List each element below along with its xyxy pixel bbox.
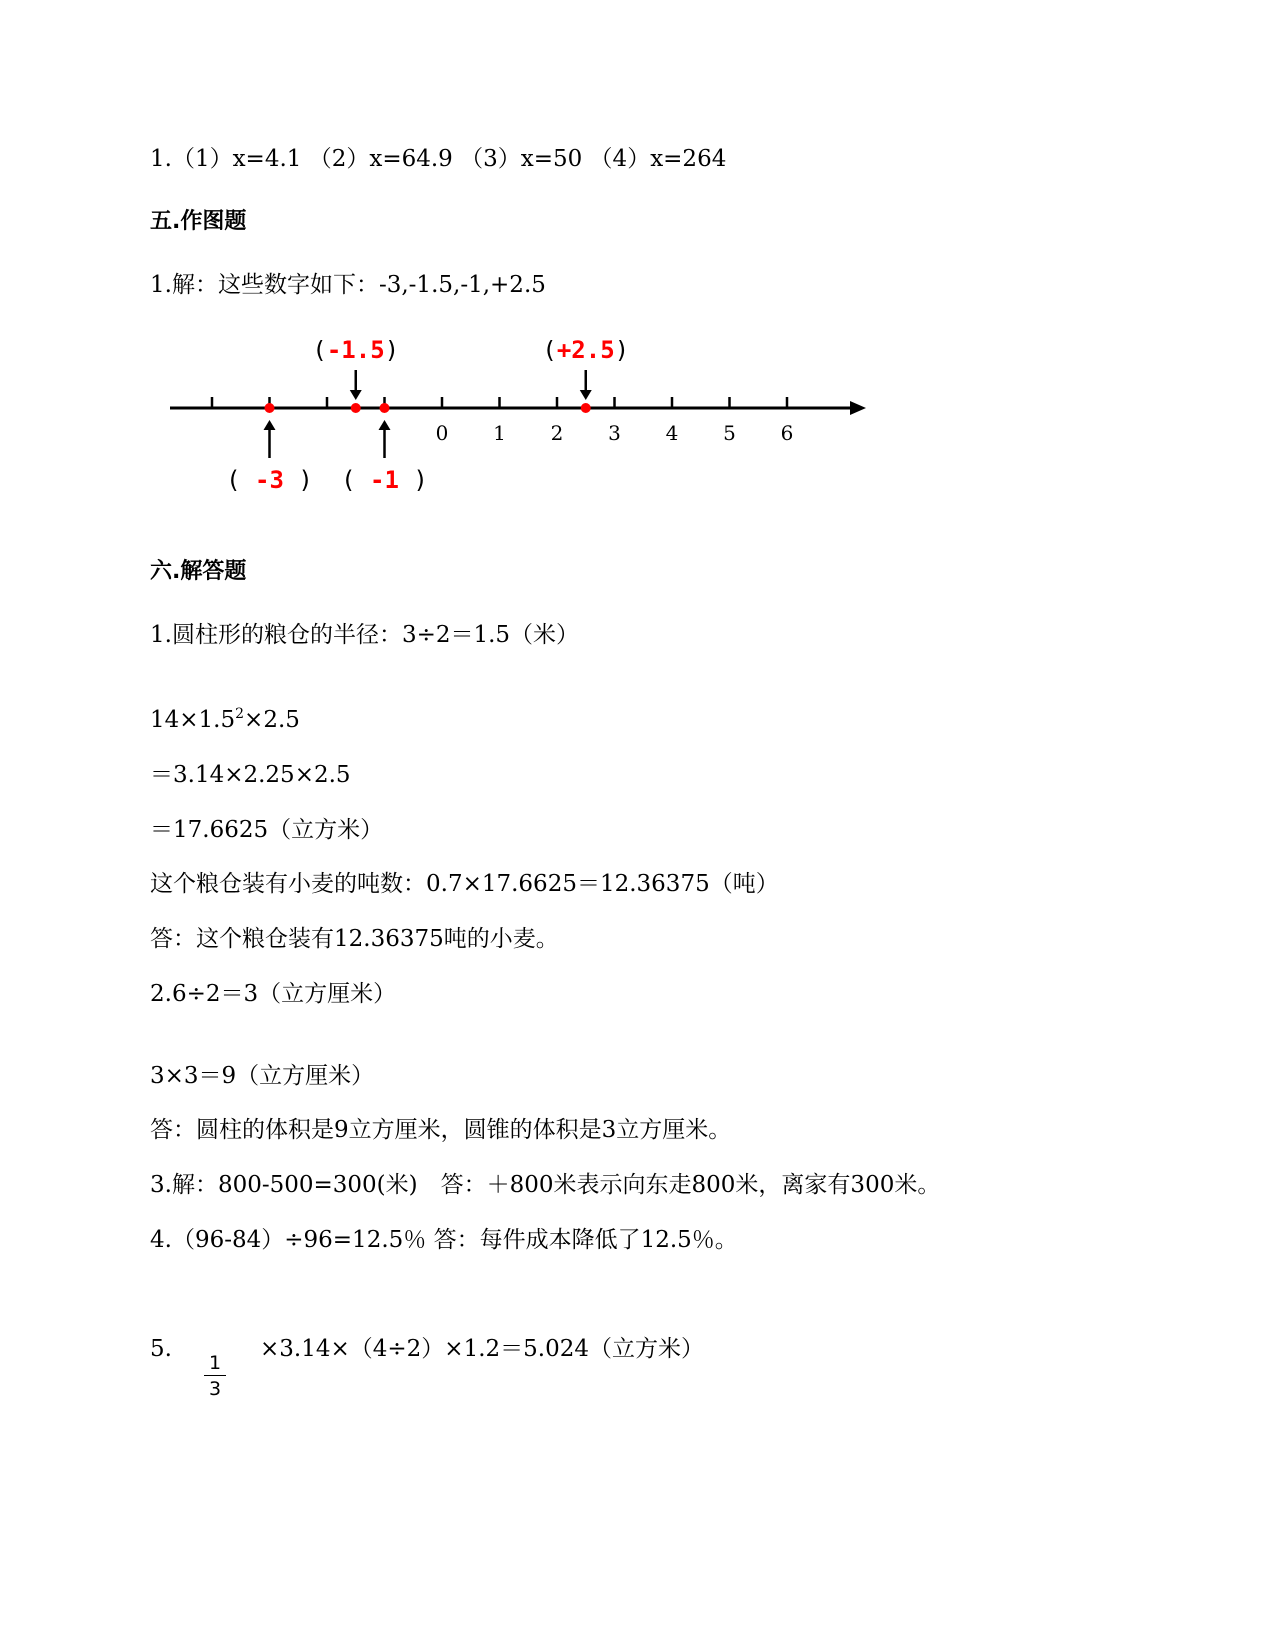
tick-label: 6: [780, 421, 794, 445]
point-label: [542, 340, 629, 364]
q5-expression: ×3.14×（4÷2）×1.2＝5.024（立方米）: [260, 1336, 704, 1362]
number-line-point: [380, 403, 390, 413]
number-line-point: [351, 403, 361, 413]
point-value-label: +2.5: [556, 340, 615, 364]
point-label: [226, 466, 313, 494]
q4-line: 4.（96-84）÷96=12.5％ 答：每件成本降低了12.5％。: [150, 1227, 738, 1253]
point-label: [341, 466, 428, 494]
paren-right: ): [283, 466, 313, 494]
q1-expr-base: 14×1.5: [150, 707, 236, 733]
paren-right: ): [398, 466, 428, 494]
q1-line-radius: 1.圆柱形的粮仓的半径：3÷2＝1.5（米）: [150, 622, 580, 648]
number-line-arrowhead: [850, 401, 866, 415]
tick-label: 4: [665, 421, 679, 445]
q5-fraction-bar: [204, 1375, 226, 1376]
q5-fraction-denominator: 3: [208, 1378, 222, 1400]
number-line-point: [581, 403, 591, 413]
q5-number: 5.: [150, 1336, 172, 1362]
up-arrow-head: [264, 420, 276, 430]
q1-line-step2: ＝3.14×2.25×2.5: [150, 762, 351, 788]
paren-right: ): [614, 340, 630, 364]
point-value-label: -3: [255, 466, 284, 494]
q2-line2: 3×3＝9（立方厘米）: [150, 1063, 375, 1089]
down-arrow-head: [350, 390, 362, 400]
q2-answer: 答：圆柱的体积是9立方厘米，圆锥的体积是3立方厘米。: [150, 1117, 732, 1143]
paren-left: (: [341, 466, 371, 494]
point-annotation: [226, 420, 313, 494]
answer-line-equations: 1.（1）x=4.1 （2）x=64.9 （3）x=50 （4）x=264: [150, 146, 727, 172]
q1-line-tonnage: 这个粮仓装有小麦的吨数：0.7×17.6625＝12.36375（吨）: [150, 871, 779, 897]
q1-expr-rest: ×2.5: [244, 707, 300, 733]
tick-label: 1: [493, 421, 506, 445]
q1-line-volume-expr: [150, 705, 300, 735]
number-line-point: [265, 403, 275, 413]
point-value-label: -1: [370, 466, 399, 494]
point-annotation: [542, 340, 629, 400]
paren-left: (: [542, 340, 557, 364]
point-value-label: -1.5: [326, 340, 385, 364]
q5-fraction-numerator: 1: [208, 1352, 222, 1374]
paren-right: ): [384, 340, 400, 364]
down-arrow-head: [580, 390, 592, 400]
tick-label: 2: [550, 421, 564, 445]
q1-line-step3: ＝17.6625（立方米）: [150, 817, 384, 843]
tick-label: 5: [723, 421, 736, 445]
section-heading-drawing: 五.作图题: [150, 209, 247, 234]
point-annotation: [312, 340, 399, 400]
tick-label: 3: [608, 421, 621, 445]
q2-line1: 2.6÷2＝3（立方厘米）: [150, 981, 397, 1007]
number-line-figure: [150, 340, 930, 530]
paren-left: (: [226, 466, 256, 494]
section-heading-answers: 六.解答题: [150, 559, 247, 584]
up-arrow-head: [379, 420, 391, 430]
paren-left: (: [312, 340, 327, 364]
point-label: [312, 340, 399, 364]
tick-label: 0: [435, 421, 449, 445]
q5-fraction: [200, 1352, 230, 1400]
q1-answer: 答：这个粮仓装有12.36375吨的小麦。: [150, 926, 559, 952]
q1-expr-exponent: 2: [235, 706, 245, 722]
q1-numbers-text: 1.解：这些数字如下：-3,-1.5,-1,+2.5: [150, 272, 546, 298]
q3-line: 3.解：800-500=300(米) 答：＋800米表示向东走800米，离家有300米。: [150, 1172, 941, 1198]
point-annotation: [341, 420, 428, 494]
